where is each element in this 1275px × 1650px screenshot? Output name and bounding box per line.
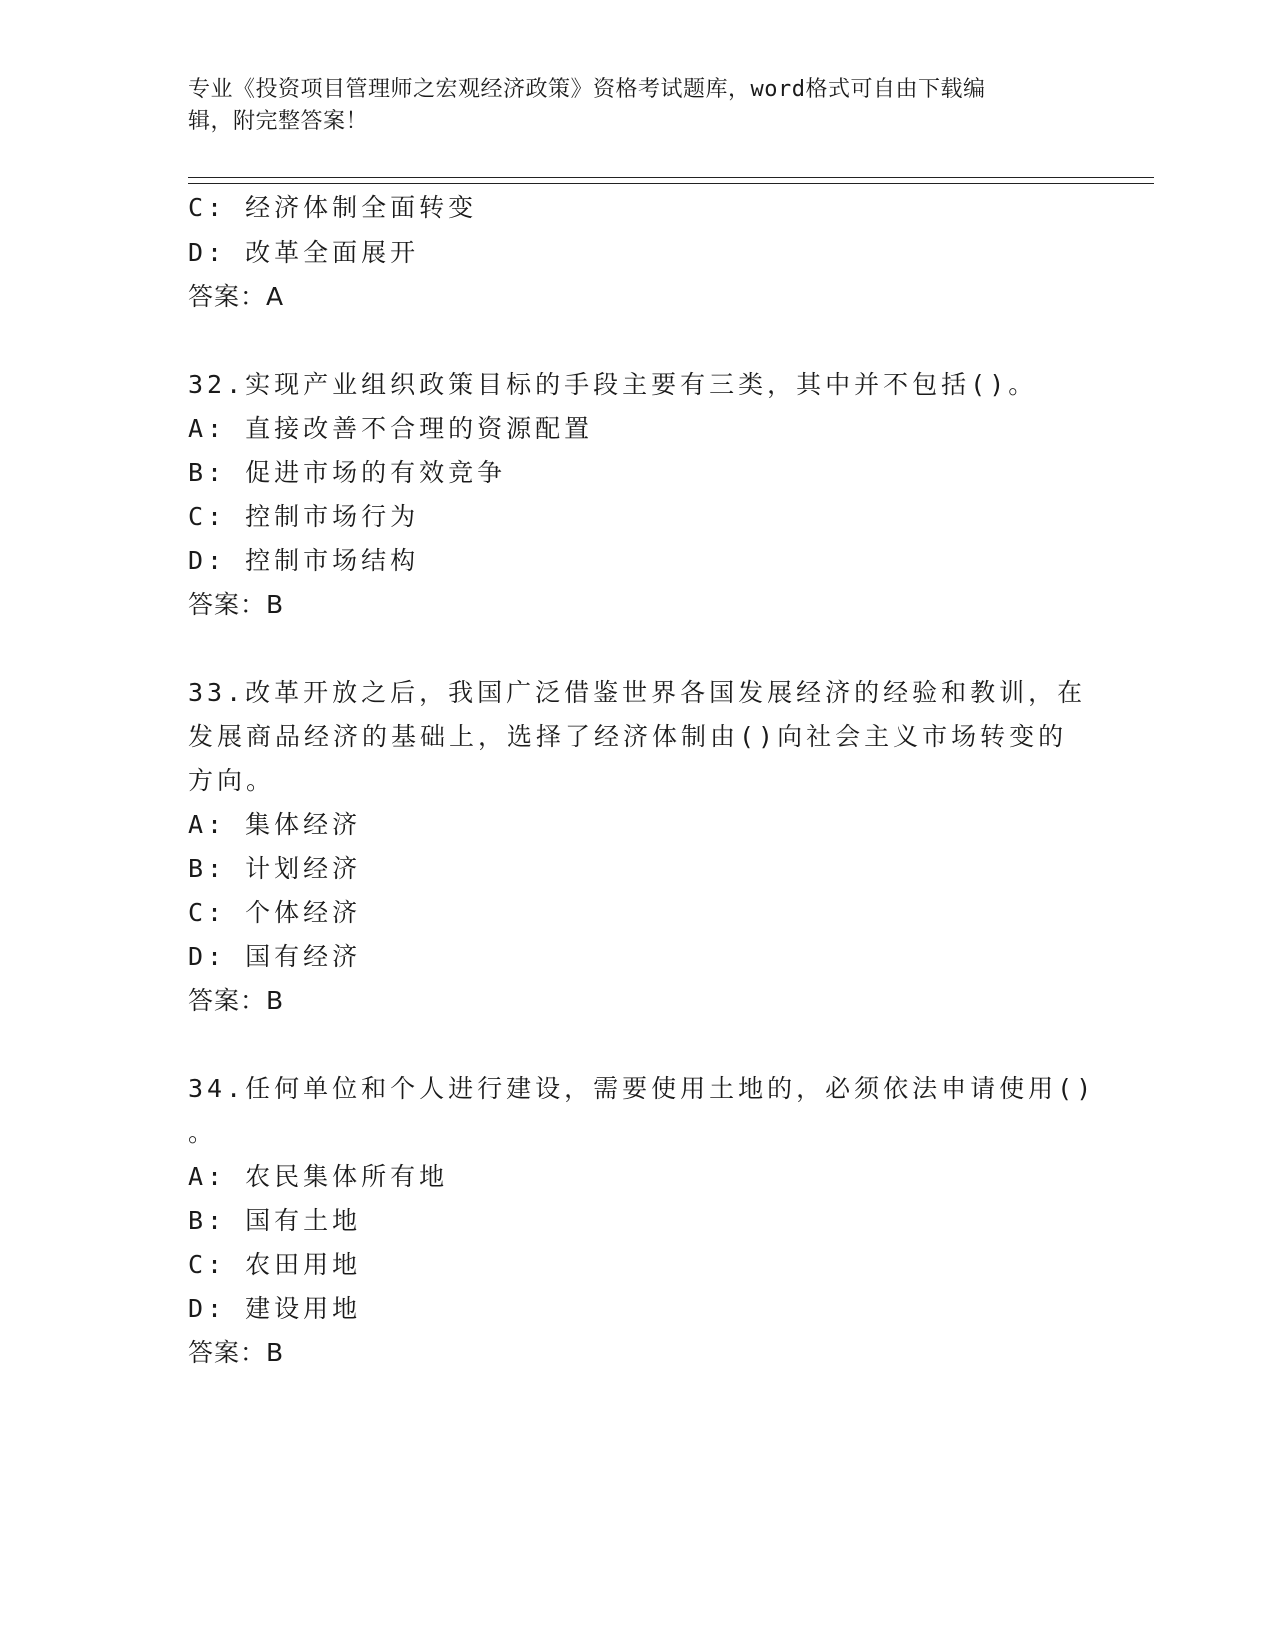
q34-stem-line-2: 。 xyxy=(188,1118,218,1147)
q31-answer: 答案：A xyxy=(188,282,285,311)
header-divider-top xyxy=(188,177,1154,178)
q33-option-d: D: 国有经济 xyxy=(188,942,362,971)
q34-stem-line-1: 34.任何单位和个人进行建设，需要使用土地的，必须依法申请使用() xyxy=(188,1074,1096,1103)
q33-stem-line-3: 方向。 xyxy=(188,766,276,795)
q32-option-c: C: 控制市场行为 xyxy=(188,502,420,531)
q33-option-c: C: 个体经济 xyxy=(188,898,362,927)
q34-option-b: B: 国有土地 xyxy=(188,1206,362,1235)
q32-answer: 答案：B xyxy=(188,590,285,619)
q33-option-b: B: 计划经济 xyxy=(188,854,362,883)
q34-option-d: D: 建设用地 xyxy=(188,1294,362,1323)
q33-stem-line-2: 发展商品经济的基础上，选择了经济体制由()向社会主义市场转变的 xyxy=(188,722,1068,751)
q32-option-b: B: 促进市场的有效竞争 xyxy=(188,458,507,487)
header-line-2: 辑，附完整答案！ xyxy=(188,109,369,134)
q33-answer: 答案：B xyxy=(188,986,285,1015)
header-divider-bottom xyxy=(188,183,1154,184)
q33-stem-line-1: 33.改革开放之后，我国广泛借鉴世界各国发展经济的经验和教训，在 xyxy=(188,678,1087,707)
q34-answer: 答案：B xyxy=(188,1338,285,1367)
q33-option-a: A: 集体经济 xyxy=(188,810,362,839)
q31-option-c: C: 经济体制全面转变 xyxy=(188,193,478,222)
q32-option-d: D: 控制市场结构 xyxy=(188,546,420,575)
q34-option-a: A: 农民集体所有地 xyxy=(188,1162,449,1191)
q32-option-a: A: 直接改善不合理的资源配置 xyxy=(188,414,594,443)
header-line-1: 专业《投资项目管理师之宏观经济政策》资格考试题库，word格式可自由下载编 xyxy=(188,77,986,102)
document-header xyxy=(188,74,1088,138)
q32-stem: 32.实现产业组织政策目标的手段主要有三类，其中并不包括()。 xyxy=(188,370,1038,399)
q31-option-d: D: 改革全面展开 xyxy=(188,238,420,267)
q34-option-c: C: 农田用地 xyxy=(188,1250,362,1279)
